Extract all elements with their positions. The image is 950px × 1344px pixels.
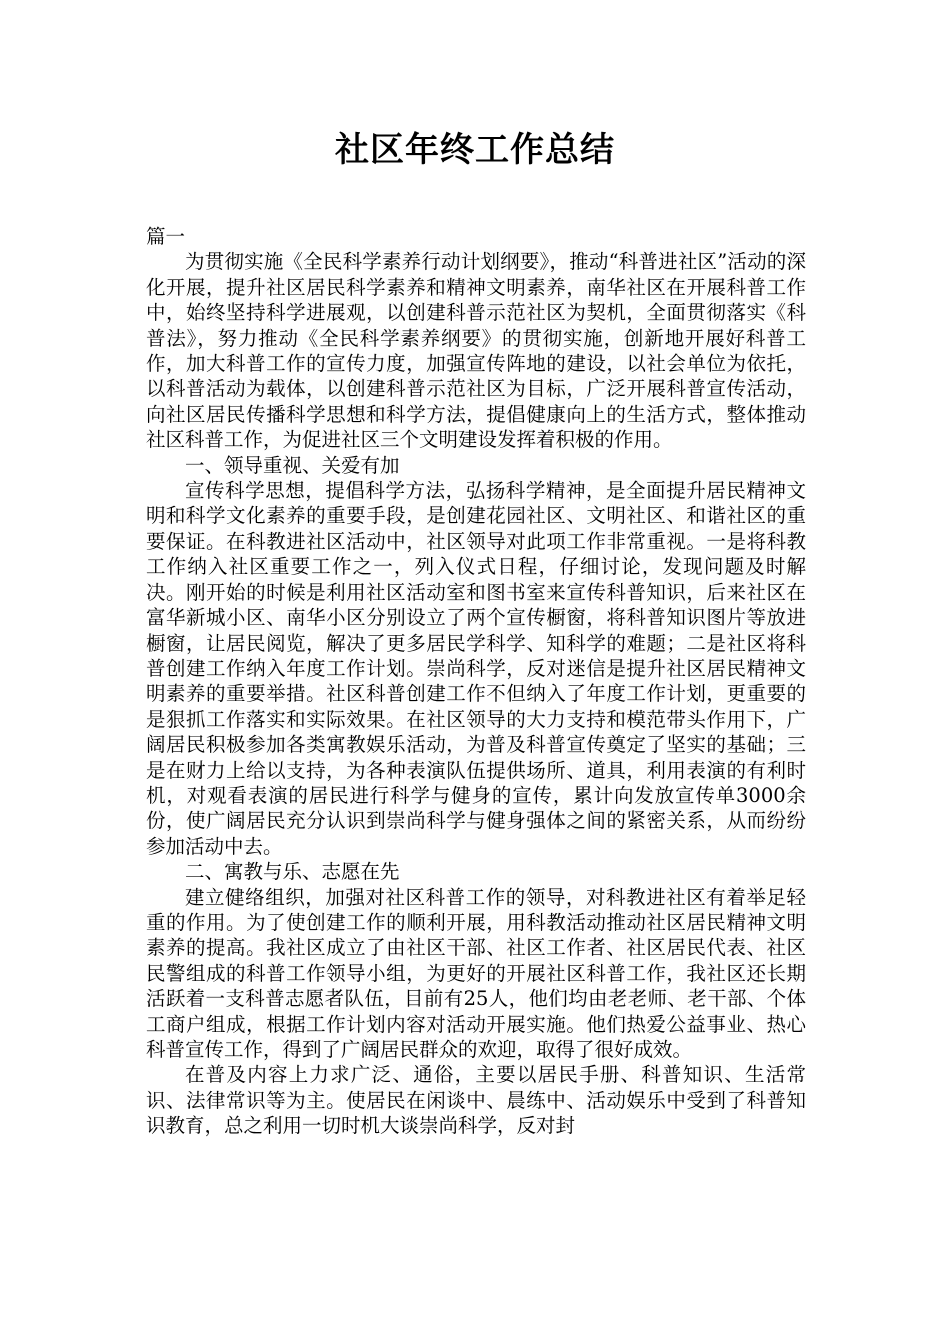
paragraph-section-1: 宣传科学思想，提倡科学方法，弘扬科学精神，是全面提升居民精神文明和科学文化素养的重要手段，是创建花园社区、文明社区、和谐社区的重要保证。在科教进社区活动中，社区领导对此项工作非常重视。一是将科教工作纳入社区重要工作之一，列入仪式日程，仔细讨论，发现问题及时解决。刚开始的时候是利用社区活动室和图书室来宣传科普知识，后来社区在富华新城小区、南华小区分别设立了两个宣传橱窗，将科普知识图片等放进橱窗，让居民阅览，解决了更多居民学科学、知科学的难题；二是社区将科普创建工作纳入年度工作计划。崇尚科学，反对迷信是提升社区居民精神文明素养的重要举措。社区科普创建工作不但纳入了年度工作计划，更重要的是狠抓工作落实和实际效果。在社区领导的大力支持和模范带头作用下，广阔居民积极参加各类寓教娱乐活动，为普及科普宣传奠定了坚实的基础；三是在财力上给以支持，为各种表演队伍提供场所、道具，利用表演的有利时机，对观看表演的居民进行科学与健身的宣传，累计向发放宣传单3000余份，使广阔居民充分认识到崇尚科学与健身强体之间的紧密关系，从而纷纷参加活动中去。 (146, 479, 806, 858)
section-heading-1: 一、领导重视、关爱有加 (185, 453, 400, 477)
document-body (146, 224, 806, 1139)
paragraph-intro: 为贯彻实施《全民科学素养行动计划纲要》，推动“科普进社区”活动的深化开展，提升社区居民科学素养和精神文明素养，南华社区在开展科普工作中，始终坚持科学进展观，以创建科普示范社区为契机，全面贯彻落实《科普法》，努力推动《全民科学素养纲要》的贯彻实施，创新地开展好科普工作，加大科普工作的宣传力度，加强宣传阵地的建设，以社会单位为依托，以科普活动为载体，以创建科普示范社区为目标，广泛开展科普宣传活动，向社区居民传播科学思想和科学方法，提倡健康向上的生活方式，整体推动社区科普工作，为促进社区三个文明建设发挥着积极的作用。 (146, 250, 806, 452)
paragraph-section-2b: 在普及内容上力求广泛、通俗，主要以居民手册、科普知识、生活常识、法律常识等为主。使居民在闲谈中、晨练中、活动娱乐中受到了科普知识教育，总之利用一切时机大谈崇尚科学，反对封 (146, 1063, 806, 1138)
part-label: 篇一 (146, 225, 186, 248)
document-title: 社区年终工作总结 (335, 130, 615, 170)
paragraph-section-2: 建立健络组织，加强对社区科普工作的领导，对科教进社区有着举足轻重的作用。为了使创建工作的顺利开展，用科教活动推动社区居民精神文明素养的提高。我社区成立了由社区干部、社区工作者、社区居民代表、社区民警组成的科普工作领导小组，为更好的开展社区科普工作，我社区还长期活跃着一支科普志愿者队伍，目前有25人，他们均由老老师、老干部、个体工商户组成，根据工作计划内容对活动开展实施。他们热爱公益事业、热心科普宣传工作，得到了广阔居民群众的欢迎，取得了很好成效。 (146, 885, 806, 1061)
section-heading-2: 二、寓教与乐、志愿在先 (185, 860, 400, 884)
